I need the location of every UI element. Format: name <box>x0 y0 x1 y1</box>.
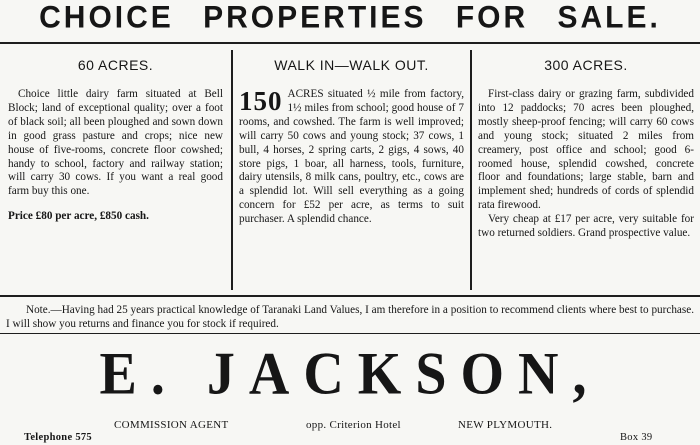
agent-box: Box 39 <box>620 432 653 443</box>
listing-description: Choice little dairy farm situated at Bell Block; land of exceptional quality; over a foot of black soil; all been ploughed and sown down in good grass pasture and crops; nice new house of five-rooms, concrete floor cowshed; handy to school, factory and railway station; will carry 30 cows. If you want a real good farm buy this one. <box>8 88 223 198</box>
listing-price: Price £80 per acre, £850 cash. <box>8 210 149 223</box>
acreage-number: 150 <box>239 86 283 116</box>
advert-headline: CHOICE PROPERTIES FOR SALE. <box>39 0 661 35</box>
listing-300-acres <box>478 56 694 241</box>
footer-rule <box>0 333 700 334</box>
agent-town: NEW PLYMOUTH. <box>458 419 553 431</box>
agent-name: E. JACKSON, <box>99 340 601 408</box>
column-divider-1 <box>231 50 233 290</box>
listing-title: WALK IN—WALK OUT. <box>274 57 429 73</box>
listing-description: First-class dairy or grazing farm, subdivided into 12 paddocks; 70 acres been ploughed, mostly sheep-proof fencing; will carry 60 cows and young stock; situated 2 miles from creamery, post office and school; good 6-roomed house, splendid cowshed, concrete floor and foundations; large stable, barn and implement shed; hundreds of cords of splendid rata firewood. <box>478 88 694 212</box>
listing-description: ACRES situated ½ mile from factory, 1½ miles from school; good house of 7 rooms, and cowshed. The farm is well improved; will carry 50 cows and young stock; 37 cows, 1 bull, 4 horses, 2 spring carts, 2 gigs, 4 sows, 40 store pigs, 1 boar, all harness, tools, furniture, dairy utensils, 8 milk cans, poultry, etc., cows are a splendid lot. Will sell everything as a going concern for £52 per acre, as terms to suit purchaser. A splendid chance. <box>239 88 464 226</box>
column-divider-2 <box>470 50 472 290</box>
agent-address: opp. Criterion Hotel <box>306 419 401 431</box>
agent-occupation: COMMISSION AGENT <box>114 419 229 431</box>
agent-note: Note.—Having had 25 years practical knowledge of Taranaki Land Values, I am therefore in a position to recommend clients where best to purchase. I will show you returns and finance you for stock if required. <box>6 304 694 330</box>
listing-60-acres <box>8 56 223 224</box>
agent-telephone: Telephone 575 <box>24 432 92 443</box>
listing-title: 300 ACRES. <box>544 57 628 73</box>
listing-walk-in-walk-out <box>239 56 464 227</box>
mid-rule <box>0 295 700 297</box>
top-rule <box>0 42 700 44</box>
listing-title: 60 ACRES. <box>77 57 154 73</box>
listing-value-note: Very cheap at £17 per acre, very suitable for two returned soldiers. Grand prospective value. <box>478 213 694 240</box>
